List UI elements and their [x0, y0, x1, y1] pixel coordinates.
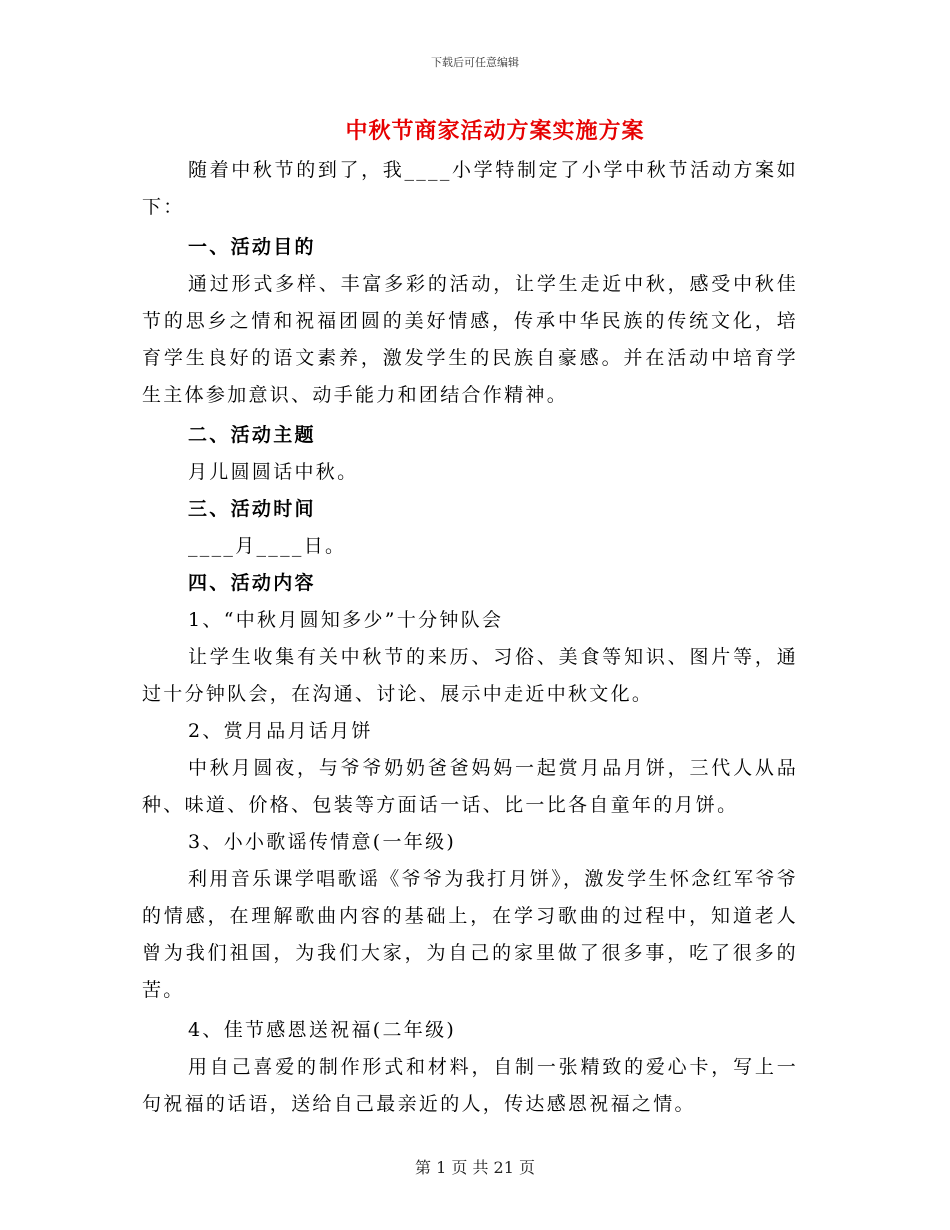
- item-4-paragraph: 用自己喜爱的制作形式和材料，自制一张精致的爱心卡，写上一句祝福的话语，送给自己最亲近的人，传达感恩祝福之情。: [142, 1056, 798, 1115]
- section-heading-purpose: 一、活动目的: [188, 236, 316, 258]
- purpose-paragraph: 通过形式多样、丰富多彩的活动，让学生走近中秋，感受中秋佳节的思乡之情和祝福团圆的美好情感，传承中华民族的传统文化，培育学生良好的语文素养，激发学生的民族自豪感。并在活动中培育学生主体参加意识、动手能力和团结合作精神。: [142, 273, 798, 406]
- intro-paragraph: 随着中秋节的到了，我____小学特制定了小学中秋节活动方案如下：: [142, 159, 798, 218]
- section-heading-content: 四、活动内容: [188, 572, 316, 594]
- item-1-title: 1、“中秋月圆知多少”十分钟队会: [188, 609, 504, 631]
- item-3-title: 3、小小歌谣传情意(一年级): [188, 831, 457, 853]
- time-paragraph: ____月____日。: [188, 535, 347, 557]
- item-1-paragraph: 让学生收集有关中秋节的来历、习俗、美食等知识、图片等，通过十分钟队会，在沟通、讨论、展示中走近中秋文化。: [142, 646, 798, 705]
- page-header-note: 下载后可任意编辑: [431, 56, 519, 69]
- document-body: [142, 152, 798, 1123]
- item-4-title: 4、佳节感恩送祝福(二年级): [188, 1019, 457, 1041]
- theme-paragraph: 月儿圆圆话中秋。: [188, 461, 359, 483]
- document-title: 中秋节商家活动方案实施方案: [345, 119, 645, 144]
- page-number: 第 1 页 共 21 页: [415, 1158, 535, 1177]
- section-heading-theme: 二、活动主题: [188, 424, 316, 446]
- item-2-title: 2、赏月品月话月饼: [188, 720, 373, 742]
- item-3-paragraph: 利用音乐课学唱歌谣《爷爷为我打月饼》，激发学生怀念红军爷爷的情感，在理解歌曲内容的基础上，在学习歌曲的过程中，知道老人曾为我们祖国，为我们大家，为自己的家里做了很多事，吃了很多的苦。: [142, 868, 798, 1001]
- section-heading-time: 三、活动时间: [188, 498, 316, 520]
- item-2-paragraph: 中秋月圆夜，与爷爷奶奶爸爸妈妈一起赏月品月饼，三代人从品种、味道、价格、包装等方面话一话、比一比各自童年的月饼。: [142, 757, 798, 816]
